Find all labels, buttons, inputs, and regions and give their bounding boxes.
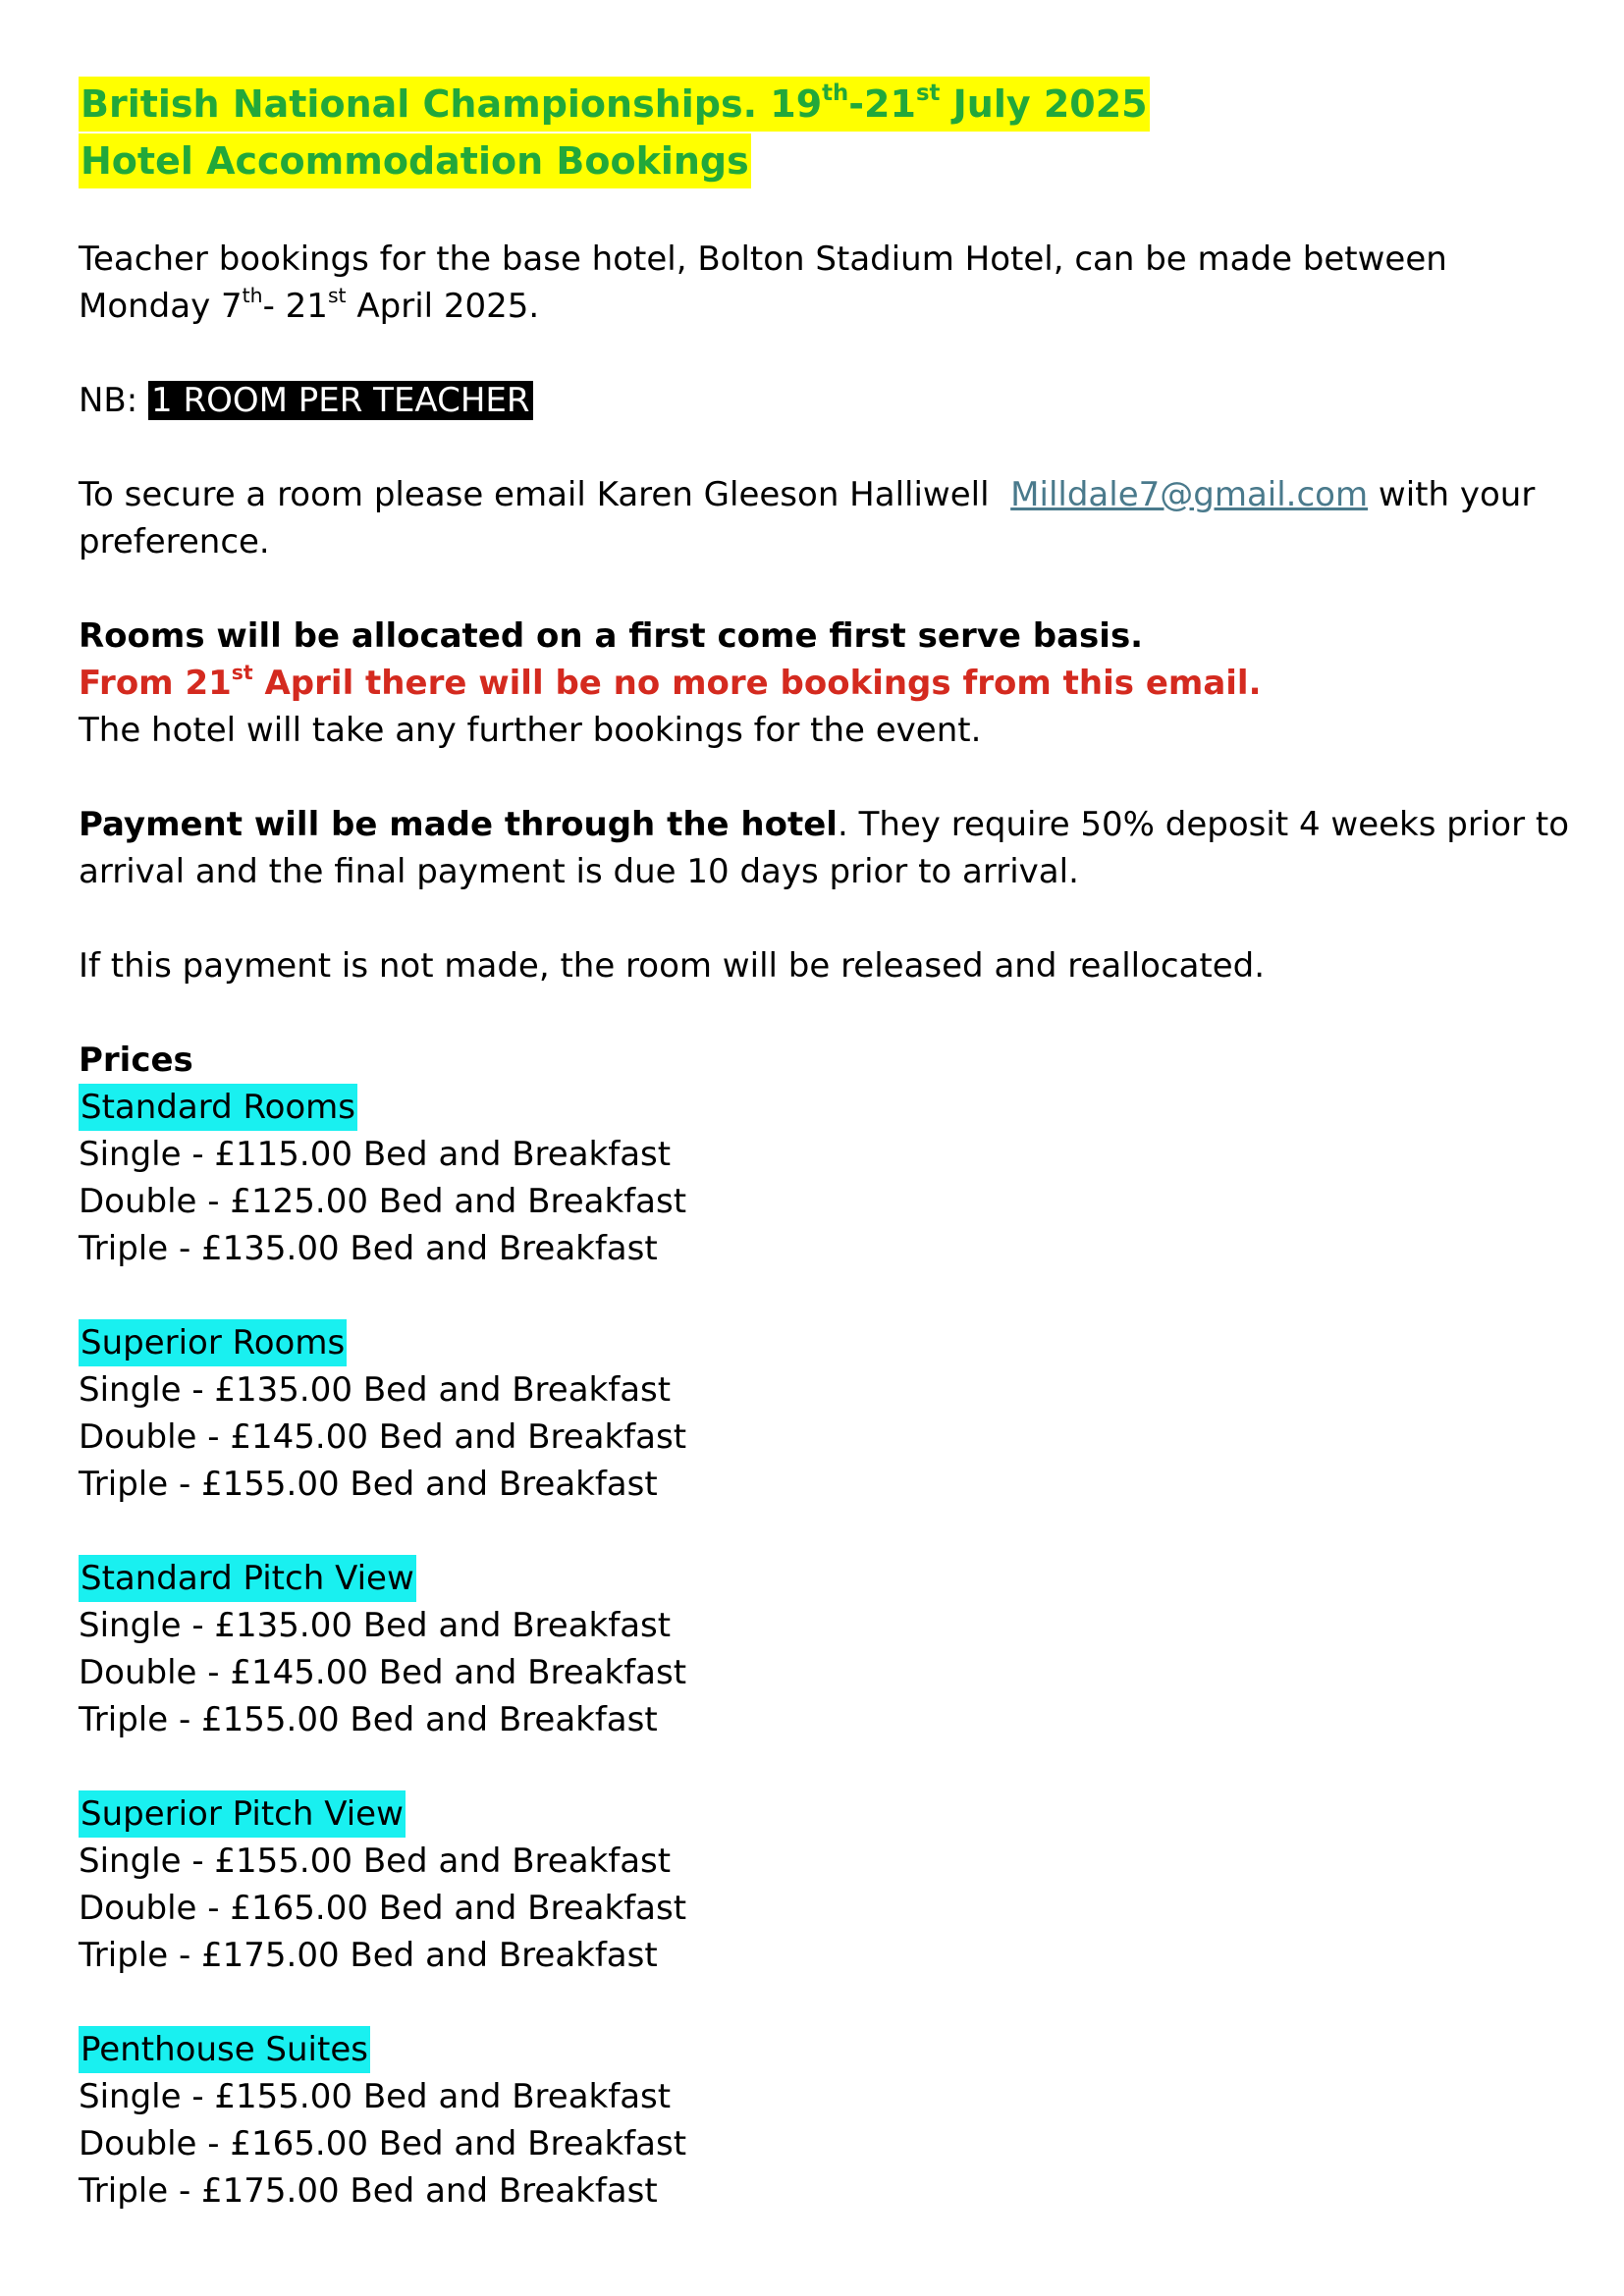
rate-line: Double - £165.00 Bed and Breakfast bbox=[79, 2124, 687, 2163]
intro-superscript: st bbox=[327, 283, 347, 307]
category-label: Penthouse Suites bbox=[79, 2026, 370, 2073]
prices-heading: Prices bbox=[79, 1041, 193, 1080]
rate-line: Triple - £175.00 Bed and Breakfast bbox=[79, 2171, 658, 2211]
title-block bbox=[79, 77, 1551, 190]
price-categories bbox=[79, 1084, 1551, 2215]
secure-text: To secure a room please email Karen Gleeson Halliwell bbox=[79, 475, 1011, 514]
category-label: Superior Rooms bbox=[79, 1319, 347, 1366]
rate-line: Double - £125.00 Bed and Breakfast bbox=[79, 1182, 687, 1221]
rate-line: Single - £135.00 Bed and Breakfast bbox=[79, 1606, 672, 1645]
rate-line: Triple - £155.00 Bed and Breakfast bbox=[79, 1700, 658, 1739]
title-superscript: st bbox=[915, 80, 941, 106]
rate-line: Double - £145.00 Bed and Breakfast bbox=[79, 1417, 687, 1457]
title-line-1 bbox=[79, 77, 1150, 132]
payment-line-2: arrival and the final payment is due 10 days prior to arrival. bbox=[79, 852, 1079, 891]
category-label: Superior Pitch View bbox=[79, 1790, 406, 1838]
rate-line: Triple - £175.00 Bed and Breakfast bbox=[79, 1936, 658, 1975]
nb-line bbox=[79, 377, 1551, 424]
intro-text: April 2025. bbox=[346, 287, 540, 326]
deadline-warning bbox=[79, 660, 1551, 707]
rate-line: Single - £155.00 Bed and Breakfast bbox=[79, 1842, 672, 1881]
price-category bbox=[79, 1319, 1551, 1508]
price-category bbox=[79, 1555, 1551, 1743]
warning-superscript: st bbox=[231, 660, 253, 684]
category-label: Standard Pitch View bbox=[79, 1555, 416, 1602]
title-text: July 2025 bbox=[940, 82, 1148, 126]
rate-line: Double - £145.00 Bed and Breakfast bbox=[79, 1653, 687, 1692]
payment-line-1 bbox=[79, 801, 1569, 848]
price-category bbox=[79, 1790, 1551, 1979]
secure-line-1 bbox=[79, 471, 1551, 518]
warning-text: From 21 bbox=[79, 664, 232, 703]
intro-superscript: th bbox=[242, 283, 263, 307]
rate-line: Double - £165.00 Bed and Breakfast bbox=[79, 1889, 687, 1928]
email-link[interactable]: Milldale7@gmail.com bbox=[1010, 475, 1369, 514]
rate-line: Single - £155.00 Bed and Breakfast bbox=[79, 2077, 672, 2116]
intro-text: - 21 bbox=[262, 287, 328, 326]
payment-bold-text: Payment will be made through the hotel bbox=[79, 805, 838, 844]
title-text: -21 bbox=[848, 82, 916, 126]
intro-line-2 bbox=[79, 283, 1551, 330]
price-category bbox=[79, 2026, 1551, 2215]
rate-line: Single - £135.00 Bed and Breakfast bbox=[79, 1370, 672, 1410]
warning-text: April there will be no more bookings from this email. bbox=[252, 664, 1262, 703]
title-line-2: Hotel Accommodation Bookings bbox=[79, 133, 751, 188]
rate-line: Triple - £135.00 Bed and Breakfast bbox=[79, 1229, 658, 1268]
intro-line-1: Teacher bookings for the base hotel, Bolton Stadium Hotel, can be made between bbox=[79, 240, 1447, 279]
intro-text: Monday 7 bbox=[79, 287, 243, 326]
allocation-notice: Rooms will be allocated on a first come first serve basis. bbox=[79, 616, 1144, 656]
nb-label: NB: bbox=[79, 381, 149, 420]
rate-line: Single - £115.00 Bed and Breakfast bbox=[79, 1135, 672, 1174]
category-label: Standard Rooms bbox=[79, 1084, 357, 1131]
price-category bbox=[79, 1084, 1551, 1272]
release-notice: If this payment is not made, the room will be released and reallocated. bbox=[79, 946, 1266, 986]
nb-highlight: 1 ROOM PER TEACHER bbox=[148, 381, 532, 420]
secure-text: with your bbox=[1368, 475, 1536, 514]
document-content bbox=[79, 77, 1569, 2215]
secure-line-2: preference. bbox=[79, 522, 270, 561]
rate-line: Triple - £155.00 Bed and Breakfast bbox=[79, 1465, 658, 1504]
hotel-bookings-note: The hotel will take any further bookings for the event. bbox=[79, 711, 982, 750]
title-text: British National Championships. 19 bbox=[81, 82, 823, 126]
title-superscript: th bbox=[822, 80, 849, 106]
payment-text: . They require 50% deposit 4 weeks prior to bbox=[837, 805, 1569, 844]
